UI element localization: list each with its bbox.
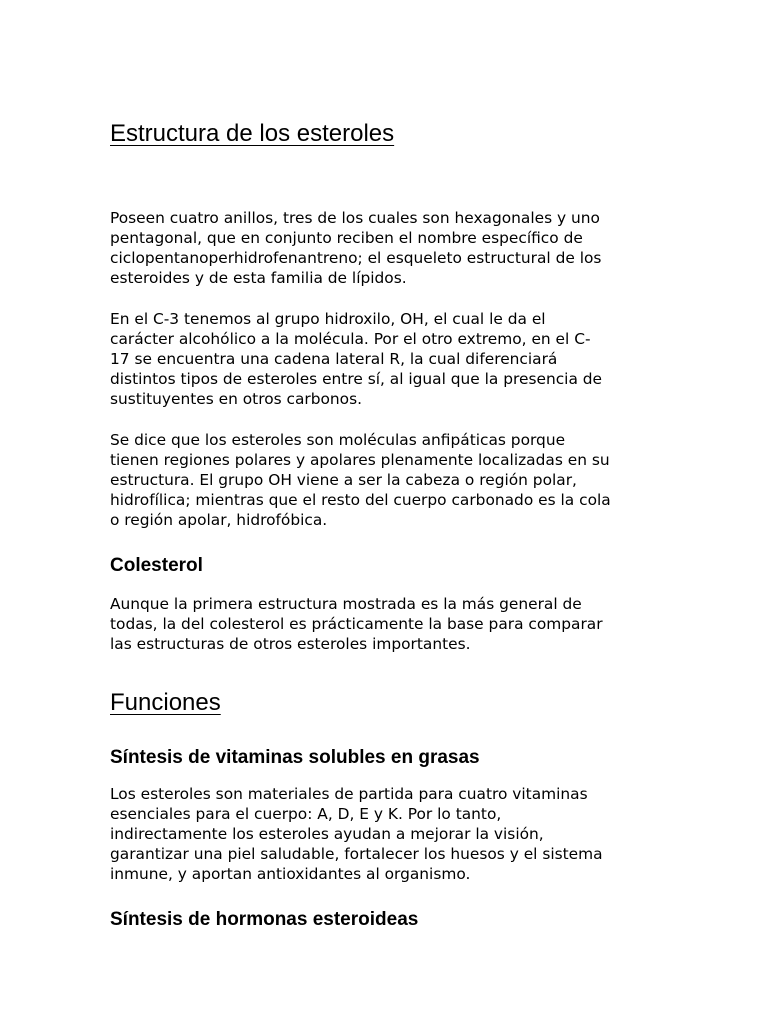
paragraph-grupo-hidroxilo: En el C-3 tenemos al grupo hidroxilo, OH, el cual le da el carácter alcohólico a la molécula. Por el otro extremo, en el C- 17 se encuentra una cadena lateral R, la cual diferenciará distintos tipos de esteroles entre sí, al igual que la presencia de sustituyentes en otros carbonos.	[110, 310, 603, 408]
section-heading-funciones: Funciones	[110, 689, 221, 716]
paragraph-vitaminas: Los esteroles son materiales de partida para cuatro vitaminas esenciales para el cuerpo: A, D, E y K. Por lo tanto, indirectamente los esteroles ayudan a mejorar la visión, garantizar una piel saludable, fortalecer los huesos y el sistema inmune, y aportan antioxidantes al organismo.	[110, 785, 603, 883]
paragraph-colesterol: Aunque la primera estructura mostrada es la más general de todas, la del colesterol es prácticamente la base para comparar las estructuras de otros esteroles importantes.	[110, 595, 603, 653]
subheading-colesterol: Colesterol	[110, 555, 203, 576]
section-heading-estructura: Estructura de los esteroles	[110, 120, 395, 147]
paragraph-anillos: Poseen cuatro anillos, tres de los cuales son hexagonales y uno pentagonal, que en conjunto reciben el nombre específico de ciclopentanoperhidrofenantreno; el esqueleto estructural de los esteroides y de esta familia de lípidos.	[110, 209, 602, 287]
paragraph-anfipaticas: Se dice que los esteroles son moléculas anfipáticas porque tienen regiones polares y apolares plenamente localizadas en su estructura. El grupo OH viene a ser la cabeza o región polar, hidrofílica; mientras que el resto del cuerpo carbonado es la cola o región apolar, hidrofóbica.	[110, 431, 611, 529]
subheading-hormonas: Síntesis de hormonas esteroideas	[110, 909, 419, 930]
subheading-vitaminas: Síntesis de vitaminas solubles en grasas	[110, 747, 480, 768]
